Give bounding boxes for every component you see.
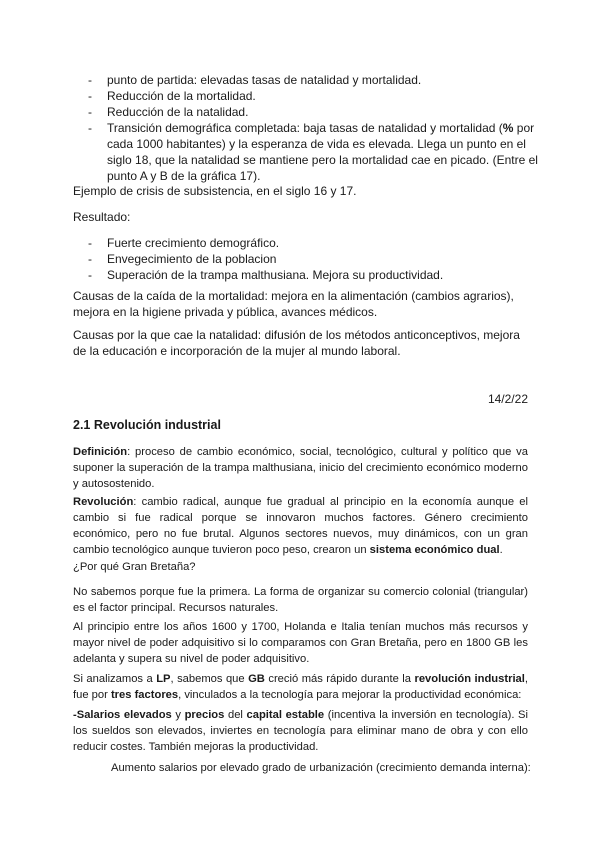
- mortality-causes-paragraph: Causas de la caída de la mortalidad: mejora en la alimentación (cambios agrarios), mejora en la higiene privada y pública, avances médicos.: [73, 289, 514, 319]
- list-item-text: Reducción de la natalidad.: [107, 105, 249, 119]
- lp-paragraph: [73, 671, 528, 703]
- bullet-dash: -: [88, 252, 92, 266]
- lp-text: , fue por: [73, 673, 528, 701]
- section-title: 2.1 Revolución industrial: [73, 418, 221, 432]
- gb-term: GB: [248, 673, 265, 685]
- bullet-dash: -: [88, 73, 92, 87]
- salaries-term: -Salarios elevados: [73, 709, 172, 721]
- list-item-text: Fuerte crecimiento demográfico.: [107, 236, 280, 250]
- lp-text: Si analizamos a: [73, 673, 157, 685]
- lp-term: LP: [156, 673, 171, 685]
- list-item: [88, 120, 538, 184]
- definition-paragraph: [73, 444, 528, 492]
- revolution-text: : cambio radical, aunque fue gradual al principio en la economía aunque el cambio si fue radical porque se innovaron muchos factores. Género crecimiento económico, pero no fue brutal. Algunos sectores nuevos, muy dinámicos, con un gran cambio tecnológico aunque tuvieron poco peso, crearon un: [73, 496, 528, 556]
- bullet-dash: -: [88, 105, 92, 119]
- prices-term: precios: [184, 709, 225, 721]
- question-line: ¿Por qué Gran Bretaña?: [73, 561, 196, 573]
- lp-text: creció más rápido durante la: [264, 673, 415, 685]
- definition-label: Definición: [73, 446, 128, 458]
- list-item: [88, 104, 538, 120]
- salaries-paragraph: [73, 707, 528, 755]
- urbanization-line: Aumento salarios por elevado grado de urbanización (crecimiento demanda interna):: [111, 762, 531, 774]
- list-item-text: por cada 1000 habitantes) y la esperanza de vida es elevada. Llega un punto en el siglo 18, que la natalidad se mantiene pero la mortalidad cae en picado. (Entre el punto A y B de la gráfica 17).: [107, 121, 538, 183]
- revolution-label: Revolución: [73, 496, 134, 508]
- bullet-dash: -: [88, 121, 92, 135]
- bullet-dash: -: [88, 236, 92, 250]
- list-item-text: punto de partida: elevadas tasas de natalidad y mortalidad.: [107, 73, 422, 87]
- answer-paragraph: No sabemos porque fue la primera. La forma de organizar su comercio colonial (triangular) es el factor principal. Recursos naturales.: [73, 586, 528, 614]
- three-factors-term: tres factores: [110, 689, 179, 701]
- example-paragraph: Ejemplo de crisis de subsistencia, en el siglo 16 y 17.: [73, 184, 357, 198]
- list-item-text: Envegecimiento de la poblacion: [107, 252, 277, 266]
- salaries-text: del: [224, 709, 247, 721]
- revolution-paragraph: [73, 494, 528, 558]
- list-item-text: Transición demográfica completada: baja tasas de natalidad y mortalidad (: [107, 121, 503, 135]
- comparison-paragraph: Al principio entre los años 1600 y 1700, Holanda e Italia tenían muchos más recursos y mayor nivel de poder adquisitivo si lo comparamos con Gran Bretaña, pero en 1800 GB les adelanta y supera su nivel de poder adquisitivo.: [73, 621, 528, 665]
- salaries-text: y: [171, 709, 185, 721]
- lp-text: , vinculados a la tecnología para mejorar la productividad económica:: [178, 689, 522, 701]
- list-item-text: Superación de la trampa malthusiana. Mejora su productividad.: [107, 268, 444, 282]
- result-label: Resultado:: [73, 210, 131, 224]
- list-item-text: Reducción de la mortalidad.: [107, 89, 256, 103]
- percent-symbol: %: [502, 121, 514, 135]
- industrial-revolution-term: revolución industrial: [414, 673, 525, 685]
- list-item: [88, 72, 538, 88]
- salaries-text: (incentiva la inversión en tecnología). Si los sueldos son elevados, inviertes en tecnología para eliminar mano de obra y con ello reducir costes. También mejoras la productividad.: [73, 709, 528, 753]
- list-item: [88, 235, 538, 251]
- revolution-end: .: [499, 544, 503, 556]
- definition-text: : proceso de cambio económico, social, tecnológico, cultural y político que va suponer la superación de la trampa malthusiana, inicio del crecimiento económico moderno y autosostenido.: [73, 446, 528, 490]
- list-item: [88, 88, 538, 104]
- list-item: [88, 267, 538, 283]
- bullet-list-results: [88, 235, 538, 283]
- bullet-dash: -: [88, 89, 92, 103]
- bullet-list-demographic: [88, 72, 538, 184]
- natality-causes-paragraph: Causas por la que cae la natalidad: difusión de los métodos anticonceptivos, mejora de la educación e incorporación de la mujer al mundo laboral.: [73, 328, 520, 358]
- dual-system-term: sistema económico dual: [369, 544, 500, 556]
- list-item: [88, 251, 538, 267]
- bullet-dash: -: [88, 268, 92, 282]
- stable-capital-term: capital estable: [246, 709, 325, 721]
- lp-text: , sabemos que: [170, 673, 249, 685]
- date-label: 14/2/22: [487, 392, 528, 406]
